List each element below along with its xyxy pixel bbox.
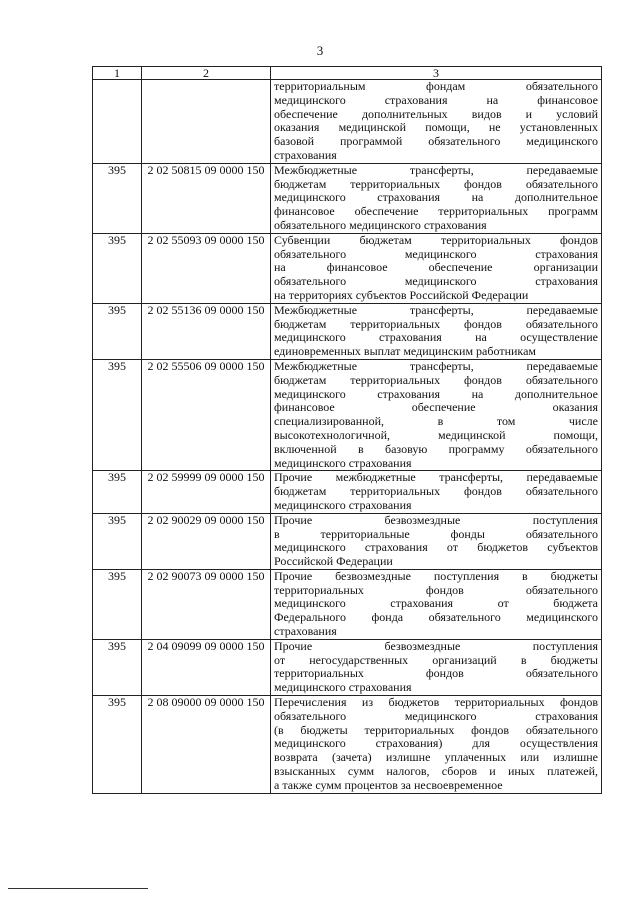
table-row: [93, 233, 602, 303]
income-description-cell: [271, 696, 602, 794]
description-line: специализированной, в том числе: [274, 414, 598, 429]
income-description-cell: [271, 569, 602, 639]
table-row: [93, 303, 602, 359]
description-line: Межбюджетные трансферты, передаваемые: [274, 162, 598, 177]
table-row: [93, 471, 602, 513]
budget-code-cell: 2 02 55506 09 0000 150: [142, 359, 271, 470]
budget-code-cell: 2 08 09000 09 0000 150: [142, 696, 271, 794]
description-line: Межбюджетные трансферты, передаваемые: [274, 302, 598, 317]
description-line: бюджетам территориальных фондов обязательного: [274, 176, 598, 191]
budget-code-cell: 2 02 59999 09 0000 150: [142, 471, 271, 513]
admin-code-cell: 395: [93, 696, 142, 794]
description-line: высокотехнологичной, медицинской помощи,: [274, 427, 598, 442]
income-description-cell: [271, 513, 602, 569]
admin-code-cell: [93, 80, 142, 164]
income-description-cell: [271, 303, 602, 359]
description-line: медицинского страхования от бюджетов субъектов: [274, 540, 598, 555]
description-line: Российской Федерации: [274, 554, 393, 569]
description-line: финансовое обеспечение оказания: [274, 400, 598, 415]
admin-code-cell: 395: [93, 513, 142, 569]
table-row: [93, 513, 602, 569]
income-description-cell: [271, 80, 602, 164]
table-row: [93, 696, 602, 794]
admin-code-cell: 395: [93, 163, 142, 233]
description-line: Прочие безвозмездные поступления в бюджеты: [274, 568, 598, 583]
description-line: включенной в базовую программу обязательного: [274, 441, 598, 456]
footnote-separator: [8, 888, 148, 889]
admin-code-cell: 395: [93, 569, 142, 639]
description-line: на финансовое обеспечение организации: [274, 260, 598, 275]
description-line: бюджетам территориальных фондов обязательного: [274, 484, 598, 499]
table-header-row: [93, 67, 602, 80]
description-line: базовой программой обязательного медицинского: [274, 134, 598, 149]
description-line: медицинского страхования на дополнительное: [274, 190, 598, 205]
description-line: медицинского страхования на осуществление: [274, 330, 598, 345]
table-row: [93, 80, 602, 164]
budget-code-cell: 2 02 50815 09 0000 150: [142, 163, 271, 233]
description-line: а также сумм процентов за несвоевременное: [274, 777, 503, 792]
table-row: [93, 639, 602, 695]
description-line: единовременных выплат медицинским работникам: [274, 344, 536, 359]
description-line: Межбюджетные трансферты, передаваемые: [274, 358, 598, 373]
description-line: страхования: [274, 147, 337, 162]
admin-code-cell: 395: [93, 471, 142, 513]
description-line: медицинского страхования) для осуществления: [274, 736, 598, 751]
description-line: территориальным фондам обязательного: [274, 79, 598, 93]
description-line: Прочие межбюджетные трансферты, передаваемые: [274, 470, 598, 485]
description-line: медицинского страхования от бюджета: [274, 596, 598, 611]
income-description-cell: [271, 471, 602, 513]
description-line: взысканных сумм налогов, сборов и иных платежей,: [274, 764, 598, 779]
table-row: [93, 569, 602, 639]
budget-code-cell: 2 02 55093 09 0000 150: [142, 233, 271, 303]
income-description-cell: [271, 233, 602, 303]
description-line: обязательного медицинского страхования: [274, 246, 598, 261]
admin-code-cell: 395: [93, 639, 142, 695]
description-line: обязательного медицинского страхования: [274, 274, 598, 289]
description-line: Субвенции бюджетам территориальных фондов: [274, 232, 598, 247]
budget-code-cell: 2 02 90029 09 0000 150: [142, 513, 271, 569]
description-line: Прочие безвозмездные поступления: [274, 638, 598, 653]
description-line: Перечисления из бюджетов территориальных фондов: [274, 695, 598, 710]
description-line: возврата (зачета) излишне уплаченных или излишне: [274, 750, 598, 765]
description-line: территориальных фондов обязательного: [274, 666, 598, 681]
description-line: территориальных фондов обязательного: [274, 582, 598, 597]
budget-code-cell: 2 02 90073 09 0000 150: [142, 569, 271, 639]
table-row: [93, 163, 602, 233]
budget-codes-table: [92, 66, 602, 794]
income-description-cell: [271, 359, 602, 470]
description-line: обязательного медицинского страхования: [274, 217, 487, 232]
admin-code-cell: 395: [93, 233, 142, 303]
description-line: медицинского страхования на дополнительное: [274, 386, 598, 401]
table-row: [93, 359, 602, 470]
description-line: финансовое обеспечение территориальных программ: [274, 204, 598, 219]
admin-code-cell: 395: [93, 359, 142, 470]
admin-code-cell: 395: [93, 303, 142, 359]
description-line: от негосударственных организаций в бюджеты: [274, 652, 598, 667]
income-description-cell: [271, 639, 602, 695]
column-header-1: 1: [93, 67, 142, 80]
description-line: обеспечение дополнительных видов и условий: [274, 106, 598, 121]
description-line: страхования: [274, 624, 337, 639]
description-line: оказания медицинской помощи, не установленных: [274, 120, 598, 135]
description-line: обязательного медицинского страхования: [274, 708, 598, 723]
description-line: медицинского страхования: [274, 455, 412, 470]
table-body: [93, 80, 602, 794]
column-header-3: 3: [271, 67, 602, 80]
page-number: 3: [316, 43, 324, 58]
budget-code-cell: 2 04 09099 09 0000 150: [142, 639, 271, 695]
description-line: в территориальные фонды обязательного: [274, 526, 598, 541]
description-line: бюджетам территориальных фондов обязательного: [274, 316, 598, 331]
description-line: на территориях субъектов Российской Федерации: [274, 287, 529, 302]
budget-code-cell: 2 02 55136 09 0000 150: [142, 303, 271, 359]
budget-code-cell: [142, 80, 271, 164]
income-description-cell: [271, 163, 602, 233]
description-line: медицинского страхования: [274, 497, 412, 512]
description-line: (в бюджеты территориальных фондов обязательного: [274, 722, 598, 737]
description-line: бюджетам территориальных фондов обязательного: [274, 372, 598, 387]
description-line: медицинского страхования на финансовое: [274, 92, 598, 107]
description-line: Федерального фонда обязательного медицинского: [274, 610, 598, 625]
description-line: Прочие безвозмездные поступления: [274, 512, 598, 527]
column-header-2: 2: [142, 67, 271, 80]
description-line: медицинского страхования: [274, 680, 412, 695]
